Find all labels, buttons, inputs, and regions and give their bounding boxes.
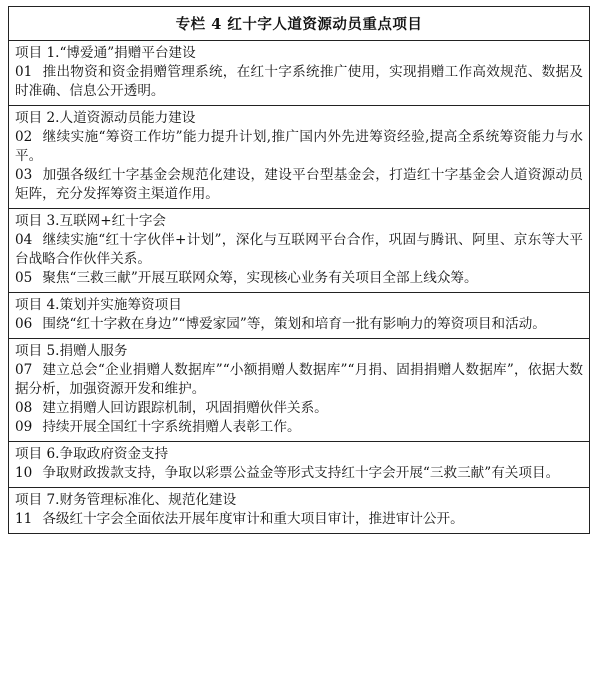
project-cell [9,488,590,534]
project-row [9,488,590,534]
project-cell [9,442,590,488]
item-number: 01 [15,64,33,80]
project-heading: 项目 1.“博爱通”捐赠平台建设 [15,45,196,61]
project-cell [9,41,590,106]
item-text: 建立捐赠人回访跟踪机制，巩固捐赠伙伴关系。 [42,400,328,416]
item-number: 07 [15,362,33,378]
project-item [15,464,583,483]
project-row [9,106,590,209]
item-number: 08 [15,400,33,416]
item-text: 持续开展全国红十字系统捐赠人表彰工作。 [42,419,301,435]
project-row [9,339,590,442]
item-text: 聚焦“三救三献”开展互联网众筹，实现核心业务有关项目全部上线众筹。 [42,270,478,286]
project-row [9,41,590,106]
project-row [9,209,590,293]
project-item [15,510,583,529]
project-item [15,361,583,399]
project-cell [9,339,590,442]
project-item [15,166,583,204]
item-text: 建立总会“企业捐赠人数据库”“小额捐赠人数据库”“月捐、固捐捐赠人数据库”，依据大数据分析，加强资源开发和维护。 [15,362,583,397]
project-item [15,231,583,269]
title-row [9,7,590,41]
project-cell [9,209,590,293]
item-number: 09 [15,419,33,435]
project-item [15,418,583,437]
project-cell [9,106,590,209]
project-heading: 项目 5.捐赠人服务 [15,343,128,359]
project-heading: 项目 4.策划并实施筹资项目 [15,297,182,313]
project-row [9,293,590,339]
project-item [15,269,583,288]
project-row [9,442,590,488]
item-number: 03 [15,167,33,183]
project-heading: 项目 2.人道资源动员能力建设 [15,110,196,126]
item-number: 05 [15,270,33,286]
item-text: 继续实施“红十字伙伴+计划”，深化与互联网平台合作，巩固与腾讯、阿里、京东等大平台战略合作伙伴关系。 [15,232,583,267]
item-text: 围绕“红十字救在身边”“博爱家园”等，策划和培育一批有影响力的筹资项目和活动。 [42,316,546,332]
project-heading: 项目 3.互联网+红十字会 [15,213,167,229]
project-heading: 项目 6.争取政府资金支持 [15,446,169,462]
item-number: 06 [15,316,33,332]
item-number: 02 [15,129,33,145]
item-text: 各级红十字会全面依法开展年度审计和重大项目审计，推进审计公开。 [42,511,464,527]
project-heading: 项目 7.财务管理标准化、规范化建设 [15,492,237,508]
project-cell [9,293,590,339]
project-item [15,63,583,101]
project-item [15,128,583,166]
project-item [15,315,583,334]
table-title: 专栏 4 红十字人道资源动员重点项目 [9,7,590,41]
item-text: 加强各级红十字基金会规范化建设，建设平台型基金会，打造红十字基金会人道资源动员矩阵，充分发挥筹资主渠道作用。 [15,167,583,202]
item-text: 推出物资和资金捐赠管理系统，在红十字系统推广使用，实现捐赠工作高效规范、数据及时准确、信息公开透明。 [15,64,583,99]
item-number: 11 [15,511,33,527]
item-number: 10 [15,465,33,481]
item-text: 争取财政拨款支持，争取以彩票公益金等形式支持红十字会开展“三救三献”有关项目。 [42,465,560,481]
item-text: 继续实施“筹资工作坊”能力提升计划,推广国内外先进筹资经验,提高全系统筹资能力与水平。 [15,129,583,164]
project-column-table [8,6,590,534]
project-item [15,399,583,418]
item-number: 04 [15,232,33,248]
